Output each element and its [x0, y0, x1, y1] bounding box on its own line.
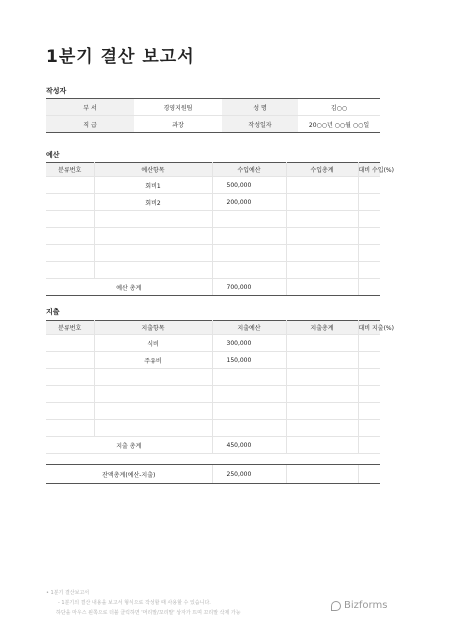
table-cell — [358, 262, 380, 279]
position-label: 직 급 — [46, 116, 134, 133]
table-cell — [358, 352, 380, 369]
table-cell — [94, 420, 212, 437]
position-value: 과장 — [134, 116, 222, 133]
author-table — [46, 98, 380, 133]
table-cell — [286, 386, 358, 403]
table-cell — [94, 228, 212, 245]
table-cell — [286, 194, 358, 211]
table-cell — [358, 245, 380, 262]
budget-header-row — [46, 163, 380, 177]
table-cell — [358, 403, 380, 420]
budget-total-row — [46, 279, 380, 296]
expense-header-row — [46, 321, 380, 335]
brand-name: Bizforms — [344, 600, 388, 611]
author-section-heading: 작성자 — [46, 87, 67, 95]
table-cell — [286, 403, 358, 420]
expense-table — [46, 320, 394, 484]
budget-section-heading: 예산 — [46, 151, 60, 159]
department-value: 경영지원팀 — [134, 99, 222, 116]
table-cell — [46, 194, 94, 211]
table-row — [46, 262, 380, 279]
table-cell — [46, 403, 94, 420]
table-cell — [286, 352, 358, 369]
date-label: 작성일자 — [222, 116, 298, 133]
table-cell — [212, 245, 286, 262]
table-cell — [286, 211, 358, 228]
column-header: 분류번호 — [46, 321, 94, 335]
page-title: 1분기 결산 보고서 — [46, 47, 195, 67]
table-row — [46, 211, 380, 228]
table-cell — [286, 335, 358, 352]
table-cell: 회비1 — [94, 177, 212, 194]
table-cell: 300,000 — [212, 335, 286, 352]
table-cell — [94, 245, 212, 262]
table-cell — [46, 420, 94, 437]
column-header: 대비 지출(%) — [358, 321, 380, 335]
table-cell — [286, 245, 358, 262]
table-row — [46, 386, 380, 403]
table-cell — [358, 420, 380, 437]
table-cell — [46, 335, 94, 352]
column-header: 지출예산 — [212, 321, 286, 335]
column-header: 지출항목 — [94, 321, 212, 335]
table-cell — [46, 177, 94, 194]
bizforms-logo-icon — [331, 601, 341, 611]
table-cell — [286, 177, 358, 194]
column-header: 예산항목 — [94, 163, 212, 177]
table-cell — [358, 211, 380, 228]
table-row — [46, 403, 380, 420]
table-cell — [94, 369, 212, 386]
expense-section-heading: 지출 — [46, 308, 60, 316]
table-row — [46, 352, 380, 369]
table-cell — [46, 245, 94, 262]
spacer-row — [46, 454, 380, 465]
table-cell — [358, 177, 380, 194]
table-cell: 회비2 — [94, 194, 212, 211]
table-row — [46, 335, 380, 352]
expense-total-row — [46, 437, 380, 454]
table-cell — [286, 228, 358, 245]
column-header: 지출총계 — [286, 321, 358, 335]
column-header: 수입예산 — [212, 163, 286, 177]
table-cell — [46, 369, 94, 386]
table-cell — [212, 262, 286, 279]
brand-logo — [331, 600, 387, 611]
table-cell — [212, 386, 286, 403]
table-cell — [94, 262, 212, 279]
table-row — [46, 245, 380, 262]
column-header: 대비 수입(%) — [358, 163, 380, 177]
footer-line1: - 1분기의 결산 내용을 보고서 형식으로 작성할 때 사용할 수 있습니다. — [58, 600, 211, 606]
table-cell — [212, 420, 286, 437]
footer-note — [46, 588, 241, 618]
table-cell — [212, 211, 286, 228]
table-row — [46, 194, 380, 211]
balance-row — [46, 465, 380, 484]
budget-table — [46, 162, 394, 296]
footer-line2: 하단을 마우스 왼쪽으로 더블 클릭하면 '머리말/꼬리말' 상자가 뜨며 꼬리말 삭제 가능 — [56, 610, 241, 616]
table-row — [46, 369, 380, 386]
name-label: 성 명 — [222, 99, 298, 116]
date-value: 20○○년 ○○월 ○○일 — [298, 116, 380, 133]
table-cell — [212, 403, 286, 420]
budget-total-value: 700,000 — [212, 279, 286, 296]
table-cell — [46, 211, 94, 228]
table-cell — [358, 369, 380, 386]
table-cell: 200,000 — [212, 194, 286, 211]
table-cell — [94, 403, 212, 420]
department-label: 부 서 — [46, 99, 134, 116]
table-cell — [358, 335, 380, 352]
table-cell — [46, 386, 94, 403]
table-row — [46, 177, 380, 194]
budget-total-label: 예산 총계 — [46, 279, 212, 296]
table-cell — [286, 262, 358, 279]
column-header: 분류번호 — [46, 163, 94, 177]
table-cell — [212, 369, 286, 386]
footer-bullet: • 1분기 결산보고서 — [46, 590, 90, 596]
table-cell — [286, 420, 358, 437]
table-cell — [94, 211, 212, 228]
table-cell — [358, 194, 380, 211]
name-value: 김○○ — [298, 99, 380, 116]
table-cell — [358, 386, 380, 403]
table-cell: 주유비 — [94, 352, 212, 369]
table-cell: 500,000 — [212, 177, 286, 194]
table-cell — [46, 228, 94, 245]
table-row — [46, 228, 380, 245]
table-cell — [94, 386, 212, 403]
table-cell — [358, 228, 380, 245]
expense-total-label: 지출 총계 — [46, 437, 212, 454]
author-row — [46, 116, 380, 133]
table-cell: 식비 — [94, 335, 212, 352]
expense-total-value: 450,000 — [212, 437, 286, 454]
column-header: 수입총계 — [286, 163, 358, 177]
table-cell — [46, 352, 94, 369]
table-cell — [286, 369, 358, 386]
author-row — [46, 99, 380, 116]
balance-label: 잔액총계(예산-지출) — [46, 465, 212, 484]
table-row — [46, 420, 380, 437]
table-cell — [212, 228, 286, 245]
table-cell — [46, 262, 94, 279]
table-cell: 150,000 — [212, 352, 286, 369]
balance-value: 250,000 — [212, 465, 286, 484]
